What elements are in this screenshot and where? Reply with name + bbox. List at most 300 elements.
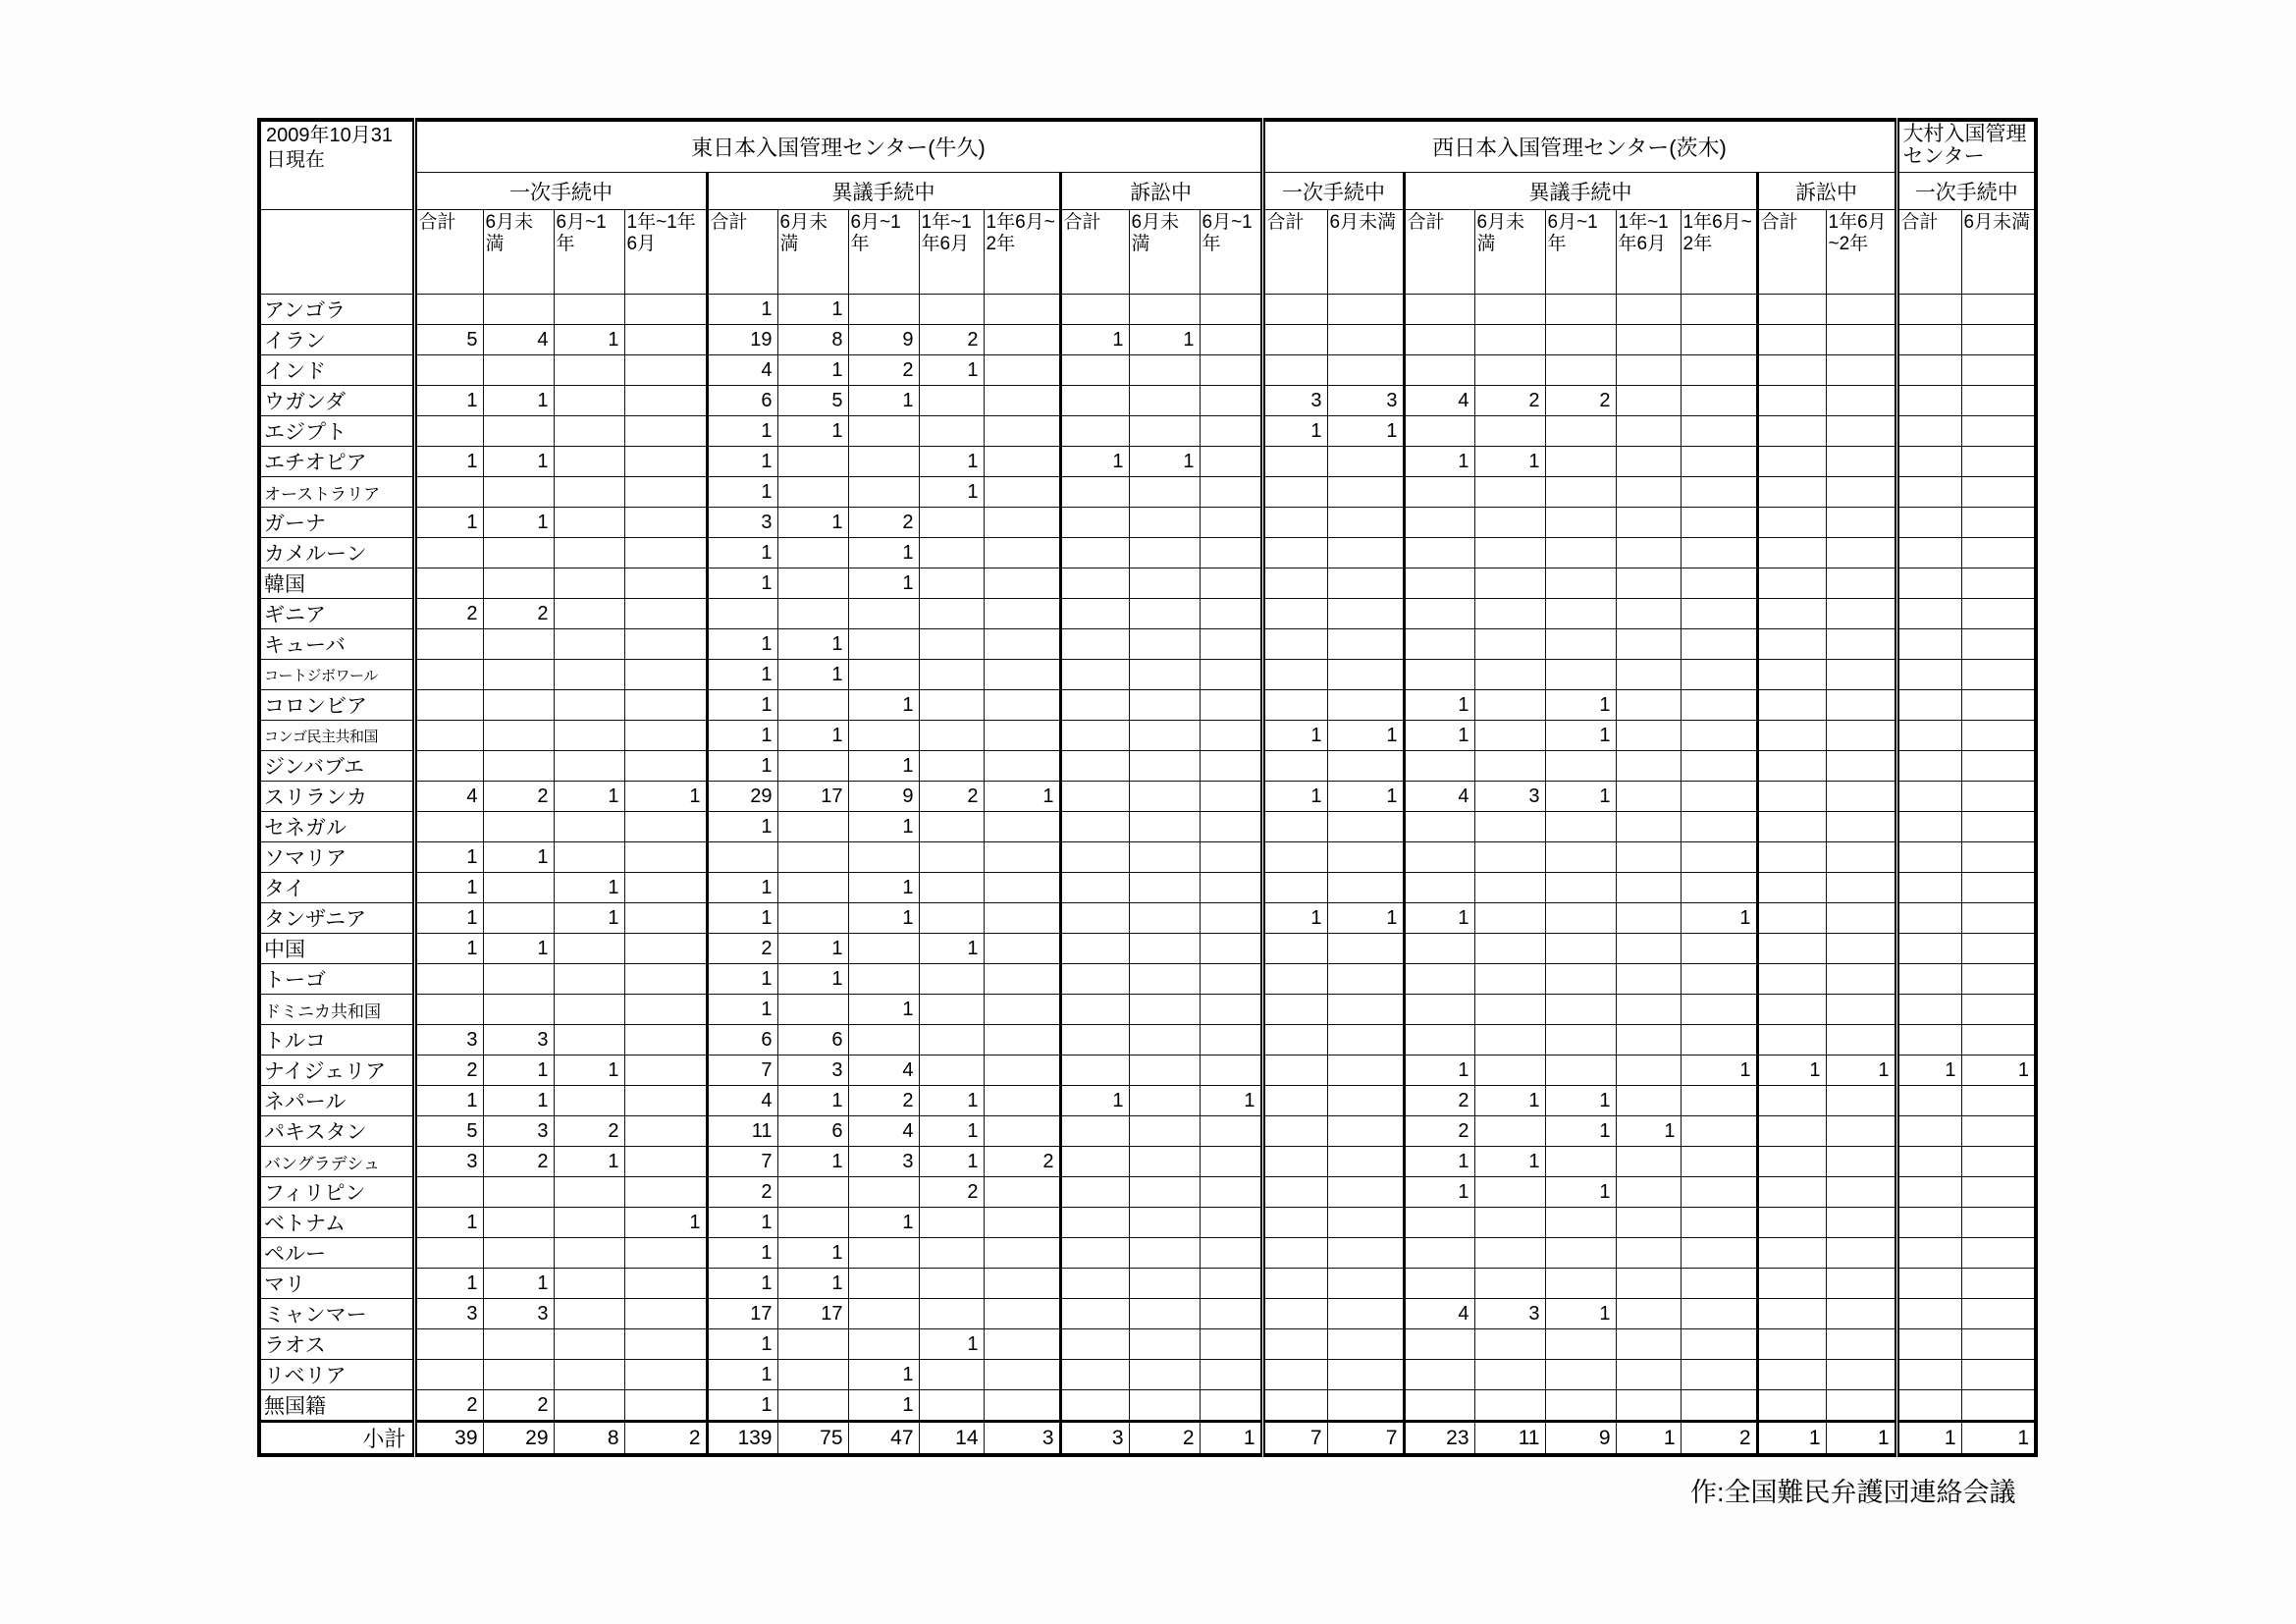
value-cell: [1616, 812, 1681, 842]
value-cell: 1: [1474, 1147, 1545, 1177]
procedure-group-header: 訴訟中: [1060, 173, 1262, 210]
value-cell: [554, 1177, 624, 1208]
value-cell: [1896, 873, 1961, 903]
value-cell: [1616, 1329, 1681, 1360]
value-cell: 1: [1404, 447, 1474, 477]
value-cell: 1: [848, 386, 919, 416]
value-cell: [1681, 660, 1757, 690]
value-cell: [1200, 1269, 1262, 1299]
value-cell: [554, 355, 624, 386]
value-cell: [1545, 325, 1616, 355]
value-cell: [848, 842, 919, 873]
value-cell: 1: [777, 964, 848, 995]
value-cell: [1545, 842, 1616, 873]
value-cell: [554, 629, 624, 660]
value-cell: 1: [1404, 690, 1474, 721]
value-cell: [1404, 1269, 1474, 1299]
country-row: [259, 1177, 2036, 1208]
country-name: エチオピア: [259, 447, 414, 477]
value-cell: [554, 995, 624, 1025]
procedure-group-header: 異議手続中: [707, 173, 1060, 210]
value-cell: [624, 508, 707, 538]
value-cell: [1896, 1147, 1961, 1177]
value-cell: [1327, 1360, 1404, 1390]
value-cell: [624, 1329, 707, 1360]
document-sheet: [257, 118, 2038, 1457]
value-cell: 75: [777, 1422, 848, 1456]
value-cell: [1896, 812, 1961, 842]
value-cell: [1129, 355, 1200, 386]
value-cell: [919, 751, 984, 782]
value-cell: 1: [1060, 1086, 1129, 1116]
value-cell: [1545, 995, 1616, 1025]
value-cell: [848, 1177, 919, 1208]
value-cell: 3: [848, 1147, 919, 1177]
value-cell: 1: [483, 447, 554, 477]
value-cell: 3: [483, 1025, 554, 1056]
country-row: [259, 1208, 2036, 1238]
value-cell: [1474, 690, 1545, 721]
value-cell: [1961, 690, 2036, 721]
value-cell: [1404, 1329, 1474, 1360]
value-cell: [1961, 325, 2036, 355]
value-cell: [483, 751, 554, 782]
country-row: [259, 690, 2036, 721]
value-cell: [1826, 629, 1896, 660]
value-cell: [1262, 508, 1327, 538]
value-cell: [1200, 1025, 1262, 1056]
value-cell: [1060, 690, 1129, 721]
value-cell: 1: [919, 477, 984, 508]
value-cell: 4: [707, 355, 777, 386]
value-cell: [984, 1299, 1060, 1329]
value-cell: 4: [707, 1086, 777, 1116]
value-cell: [984, 690, 1060, 721]
country-row: [259, 842, 2036, 873]
value-cell: 1: [848, 995, 919, 1025]
country-row: [259, 477, 2036, 508]
value-cell: [1404, 995, 1474, 1025]
value-cell: [1404, 538, 1474, 568]
country-name: トーゴ: [259, 964, 414, 995]
value-cell: [984, 1360, 1060, 1390]
value-cell: [1262, 295, 1327, 325]
value-cell: 4: [848, 1056, 919, 1086]
value-cell: [483, 721, 554, 751]
value-cell: [1616, 1299, 1681, 1329]
value-cell: [1757, 721, 1826, 751]
value-cell: [554, 416, 624, 447]
value-cell: [707, 599, 777, 629]
value-cell: [984, 1056, 1060, 1086]
country-name: コートジボワール: [259, 660, 414, 690]
value-cell: [1129, 1208, 1200, 1238]
value-cell: 1: [848, 538, 919, 568]
value-cell: [984, 1177, 1060, 1208]
value-cell: 2: [414, 599, 483, 629]
country-name: 中国: [259, 934, 414, 964]
value-cell: [984, 1116, 1060, 1147]
value-cell: [1681, 842, 1757, 873]
value-cell: [984, 812, 1060, 842]
value-cell: [984, 508, 1060, 538]
value-cell: [984, 295, 1060, 325]
value-cell: [414, 995, 483, 1025]
value-cell: [919, 1299, 984, 1329]
value-cell: 1: [483, 1086, 554, 1116]
value-cell: 1: [554, 903, 624, 934]
value-cell: [1757, 1329, 1826, 1360]
value-cell: [1200, 1238, 1262, 1269]
value-cell: [1757, 1025, 1826, 1056]
value-cell: [1327, 629, 1404, 660]
value-cell: [1681, 599, 1757, 629]
value-cell: [1545, 1025, 1616, 1056]
value-cell: [624, 873, 707, 903]
country-row: [259, 751, 2036, 782]
value-cell: [1616, 1025, 1681, 1056]
value-cell: 1: [919, 355, 984, 386]
value-cell: [483, 629, 554, 660]
value-cell: [1545, 1208, 1616, 1238]
value-cell: [1200, 690, 1262, 721]
duration-column-header: 合計: [1757, 210, 1826, 295]
value-cell: [1262, 1269, 1327, 1299]
country-row: [259, 568, 2036, 599]
country-row: [259, 812, 2036, 842]
value-cell: [984, 842, 1060, 873]
value-cell: [848, 416, 919, 447]
value-cell: 4: [1404, 1299, 1474, 1329]
value-cell: [1060, 782, 1129, 812]
duration-column-header: 合計: [414, 210, 483, 295]
value-cell: 5: [777, 386, 848, 416]
value-cell: 1: [707, 903, 777, 934]
value-cell: [624, 1025, 707, 1056]
value-cell: 1: [707, 416, 777, 447]
value-cell: [919, 538, 984, 568]
value-cell: [624, 1056, 707, 1086]
value-cell: [1200, 1177, 1262, 1208]
value-cell: [1129, 964, 1200, 995]
country-row: [259, 355, 2036, 386]
value-cell: [1896, 1086, 1961, 1116]
value-cell: [1826, 721, 1896, 751]
value-cell: [919, 1208, 984, 1238]
value-cell: [554, 447, 624, 477]
value-cell: [1545, 873, 1616, 903]
value-cell: [1060, 964, 1129, 995]
value-cell: [1262, 477, 1327, 508]
value-cell: 1: [848, 812, 919, 842]
value-cell: [1757, 1238, 1826, 1269]
value-cell: [1961, 1147, 2036, 1177]
value-cell: [1327, 660, 1404, 690]
value-cell: [1200, 1208, 1262, 1238]
value-cell: [624, 1116, 707, 1147]
value-cell: 1: [707, 964, 777, 995]
value-cell: [483, 690, 554, 721]
value-cell: [1060, 416, 1129, 447]
value-cell: [624, 477, 707, 508]
value-cell: [1262, 690, 1327, 721]
value-cell: [1474, 660, 1545, 690]
value-cell: [1681, 1299, 1757, 1329]
value-cell: [554, 599, 624, 629]
value-cell: 3: [1474, 1299, 1545, 1329]
duration-column-header: 6月未満: [777, 210, 848, 295]
value-cell: [1681, 873, 1757, 903]
duration-column-header: 1年6月~2年: [1681, 210, 1757, 295]
value-cell: [624, 416, 707, 447]
value-cell: [624, 690, 707, 721]
value-cell: [1545, 1360, 1616, 1390]
value-cell: [1404, 1390, 1474, 1422]
value-cell: [1404, 1238, 1474, 1269]
value-cell: [1129, 508, 1200, 538]
value-cell: [1826, 903, 1896, 934]
value-cell: [984, 568, 1060, 599]
value-cell: [919, 295, 984, 325]
value-cell: [1474, 355, 1545, 386]
value-cell: 2: [1681, 1422, 1757, 1456]
value-cell: [1961, 508, 2036, 538]
value-cell: 2: [919, 782, 984, 812]
value-cell: [1404, 508, 1474, 538]
value-cell: [414, 812, 483, 842]
value-cell: [1404, 873, 1474, 903]
value-cell: [1545, 964, 1616, 995]
value-cell: [1474, 903, 1545, 934]
country-row: [259, 721, 2036, 751]
value-cell: [1404, 934, 1474, 964]
value-cell: [1896, 995, 1961, 1025]
value-cell: [984, 477, 1060, 508]
value-cell: [1327, 355, 1404, 386]
value-cell: [624, 903, 707, 934]
value-cell: [483, 1208, 554, 1238]
value-cell: 2: [1404, 1086, 1474, 1116]
value-cell: 1: [414, 1269, 483, 1299]
value-cell: [1826, 1208, 1896, 1238]
country-row: [259, 995, 2036, 1025]
value-cell: [1681, 1329, 1757, 1360]
value-cell: [624, 1269, 707, 1299]
value-cell: [1474, 538, 1545, 568]
value-cell: [483, 295, 554, 325]
value-cell: 1: [777, 721, 848, 751]
value-cell: [1681, 1177, 1757, 1208]
value-cell: [1262, 934, 1327, 964]
subtotal-row: [259, 1422, 2036, 1456]
country-name: ラオス: [259, 1329, 414, 1360]
value-cell: [1896, 538, 1961, 568]
value-cell: [1200, 751, 1262, 782]
value-cell: [414, 1360, 483, 1390]
value-cell: [624, 538, 707, 568]
as-of-date: 2009年10月31日現在: [259, 120, 414, 210]
value-cell: [848, 1269, 919, 1299]
value-cell: [1262, 355, 1327, 386]
value-cell: 1: [1896, 1056, 1961, 1086]
value-cell: [1757, 416, 1826, 447]
value-cell: [1200, 1329, 1262, 1360]
value-cell: [1200, 355, 1262, 386]
value-cell: [1200, 782, 1262, 812]
value-cell: 3: [414, 1299, 483, 1329]
value-cell: [777, 599, 848, 629]
value-cell: [1681, 447, 1757, 477]
value-cell: [1616, 1147, 1681, 1177]
value-cell: [1757, 1086, 1826, 1116]
value-cell: 139: [707, 1422, 777, 1456]
value-cell: [554, 1269, 624, 1299]
value-cell: 1: [707, 1208, 777, 1238]
value-cell: 1: [1200, 1086, 1262, 1116]
value-cell: [1961, 295, 2036, 325]
value-cell: [848, 660, 919, 690]
value-cell: [1681, 995, 1757, 1025]
value-cell: 3: [414, 1025, 483, 1056]
value-cell: [414, 660, 483, 690]
value-cell: [1474, 1390, 1545, 1422]
value-cell: [919, 599, 984, 629]
country-row: [259, 599, 2036, 629]
value-cell: 9: [848, 782, 919, 812]
value-cell: [1327, 1025, 1404, 1056]
value-cell: [1616, 751, 1681, 782]
value-cell: [1961, 1086, 2036, 1116]
value-cell: [1961, 842, 2036, 873]
value-cell: [1060, 903, 1129, 934]
value-cell: [1474, 416, 1545, 447]
value-cell: [1327, 1177, 1404, 1208]
country-row: [259, 325, 2036, 355]
value-cell: 1: [414, 508, 483, 538]
value-cell: [984, 1269, 1060, 1299]
value-cell: [1404, 599, 1474, 629]
value-cell: [1200, 629, 1262, 660]
value-cell: 2: [1404, 1116, 1474, 1147]
value-cell: [624, 995, 707, 1025]
value-cell: [1474, 751, 1545, 782]
value-cell: [1327, 1238, 1404, 1269]
value-cell: 1: [777, 1147, 848, 1177]
value-cell: [1200, 1360, 1262, 1390]
value-cell: [1616, 690, 1681, 721]
value-cell: [483, 1360, 554, 1390]
value-cell: 4: [414, 782, 483, 812]
value-cell: [1129, 416, 1200, 447]
value-cell: 1: [777, 629, 848, 660]
country-name: タイ: [259, 873, 414, 903]
value-cell: [1616, 355, 1681, 386]
value-cell: 3: [707, 508, 777, 538]
value-cell: 8: [554, 1422, 624, 1456]
value-cell: [1616, 538, 1681, 568]
country-row: [259, 295, 2036, 325]
corner-cell: [259, 210, 414, 295]
duration-column-header: 合計: [1404, 210, 1474, 295]
value-cell: [1474, 1025, 1545, 1056]
value-cell: 1: [1327, 782, 1404, 812]
value-cell: 1: [1474, 447, 1545, 477]
value-cell: [1200, 1390, 1262, 1422]
value-cell: [554, 295, 624, 325]
value-cell: [1616, 1390, 1681, 1422]
value-cell: [1961, 1116, 2036, 1147]
value-cell: 1: [1681, 1056, 1757, 1086]
country-name: オーストラリア: [259, 477, 414, 508]
country-row: [259, 903, 2036, 934]
value-cell: [1060, 538, 1129, 568]
value-cell: [777, 568, 848, 599]
value-cell: 6: [707, 386, 777, 416]
value-cell: [1757, 568, 1826, 599]
value-cell: 1: [483, 1269, 554, 1299]
value-cell: [1262, 1360, 1327, 1390]
value-cell: 1: [707, 1360, 777, 1390]
value-cell: 1: [848, 903, 919, 934]
country-name: リベリア: [259, 1360, 414, 1390]
procedure-group-header: 訴訟中: [1757, 173, 1896, 210]
value-cell: [919, 690, 984, 721]
value-cell: [1262, 751, 1327, 782]
value-cell: 1: [414, 1208, 483, 1238]
value-cell: [1129, 1025, 1200, 1056]
value-cell: [1200, 903, 1262, 934]
value-cell: 1: [1327, 721, 1404, 751]
value-cell: [1616, 1208, 1681, 1238]
value-cell: [1961, 416, 2036, 447]
value-cell: [1961, 629, 2036, 660]
value-cell: [984, 995, 1060, 1025]
value-cell: [624, 386, 707, 416]
value-cell: 1: [1826, 1422, 1896, 1456]
value-cell: [1327, 1116, 1404, 1147]
value-cell: [624, 629, 707, 660]
value-cell: [1681, 295, 1757, 325]
value-cell: [1681, 508, 1757, 538]
value-cell: [1262, 964, 1327, 995]
value-cell: [1896, 355, 1961, 386]
value-cell: [1896, 1269, 1961, 1299]
country-name: カメルーン: [259, 538, 414, 568]
value-cell: [1896, 934, 1961, 964]
value-cell: [1961, 1299, 2036, 1329]
value-cell: [1129, 1238, 1200, 1269]
value-cell: [984, 660, 1060, 690]
value-cell: 29: [483, 1422, 554, 1456]
value-cell: [1961, 1360, 2036, 1390]
duration-column-header: 6月未満: [483, 210, 554, 295]
value-cell: [1961, 903, 2036, 934]
value-cell: [1757, 995, 1826, 1025]
value-cell: [1681, 934, 1757, 964]
value-cell: [777, 477, 848, 508]
value-cell: [1961, 447, 2036, 477]
value-cell: [624, 812, 707, 842]
value-cell: [1681, 1360, 1757, 1390]
value-cell: 1: [707, 1269, 777, 1299]
value-cell: [1404, 325, 1474, 355]
value-cell: 1: [707, 447, 777, 477]
value-cell: [1327, 842, 1404, 873]
value-cell: [1826, 934, 1896, 964]
value-cell: 1: [483, 842, 554, 873]
value-cell: 7: [1262, 1422, 1327, 1456]
value-cell: [624, 964, 707, 995]
